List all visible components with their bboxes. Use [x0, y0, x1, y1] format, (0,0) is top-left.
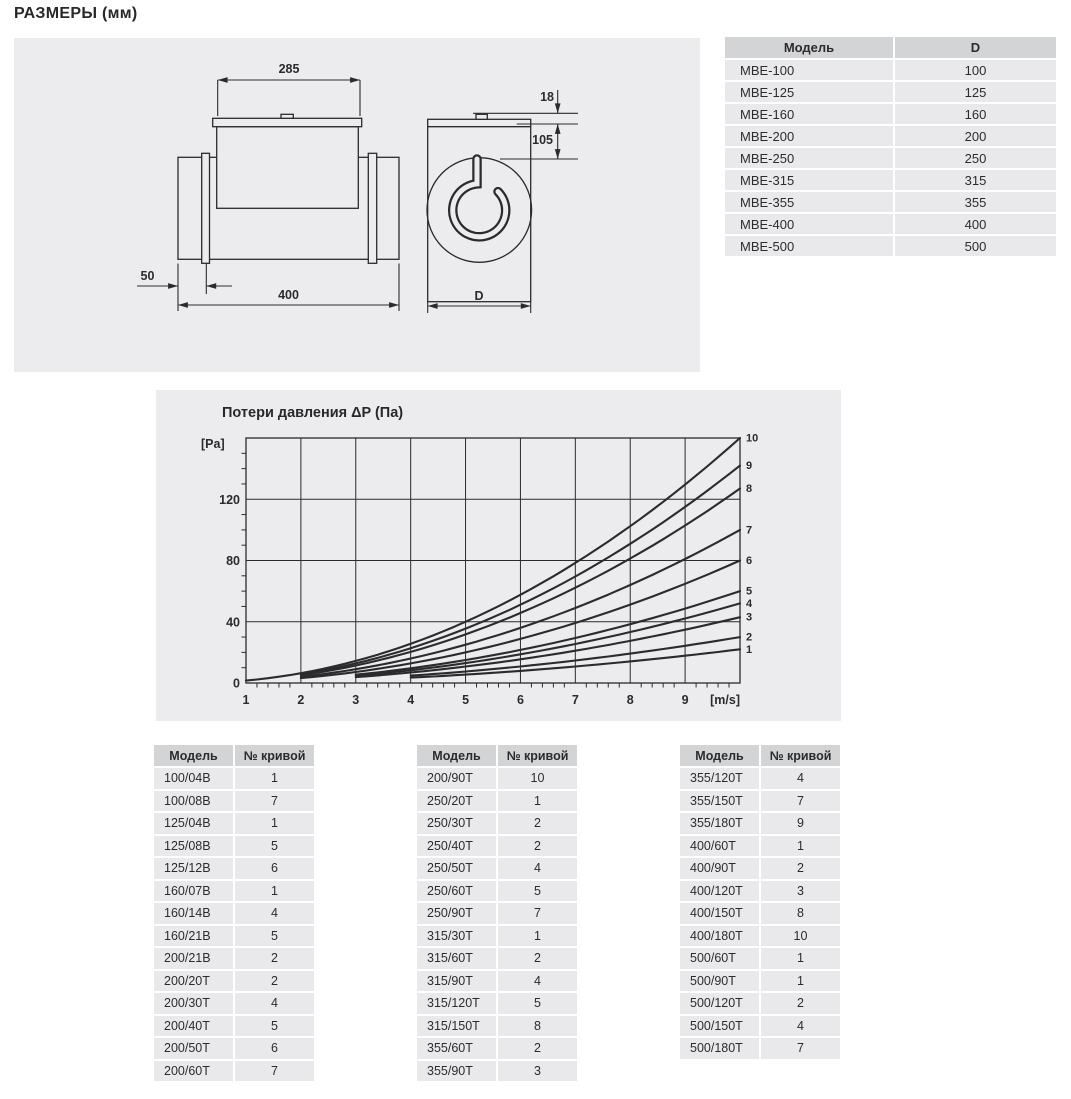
x-tick-label: 8 — [626, 693, 634, 707]
model-cell: 160/21B — [154, 926, 233, 947]
table-row — [680, 948, 840, 969]
model-cell: 355/90T — [417, 1061, 496, 1082]
value-cell: 2 — [761, 858, 840, 879]
value-cell: 8 — [761, 903, 840, 924]
model-cell: MBE-400 — [725, 214, 893, 234]
x-tick-label: 2 — [297, 693, 305, 707]
value-cell: 4 — [235, 903, 314, 924]
table-row — [154, 971, 314, 992]
table-row — [680, 903, 840, 924]
value-cell: 5 — [235, 926, 314, 947]
model-cell: MBE-160 — [725, 104, 893, 124]
curve-table-header-curve: № кривой — [235, 745, 314, 766]
chart-title: Потери давления ΔP (Па) — [222, 405, 404, 421]
table-row — [680, 768, 840, 789]
pressure-chart-panel — [156, 390, 841, 721]
size-table-header-d: D — [895, 37, 1056, 58]
model-cell: 200/20T — [154, 971, 233, 992]
table-row — [417, 881, 577, 902]
curve-table-header-model: Модель — [680, 745, 759, 766]
x-tick-label: 6 — [516, 693, 524, 707]
curve-table-3-body — [680, 768, 840, 1059]
model-cell: 355/60T — [417, 1038, 496, 1059]
model-cell: 250/90T — [417, 903, 496, 924]
dimension-400 — [178, 264, 399, 312]
model-cell: 355/120T — [680, 768, 759, 789]
table-row — [154, 1016, 314, 1037]
x-tick-label: 4 — [407, 693, 415, 707]
value-cell: 1 — [761, 971, 840, 992]
value-cell: 2 — [498, 1038, 577, 1059]
curve-table-header-model: Модель — [417, 745, 496, 766]
size-table-body — [725, 60, 1056, 256]
table-row — [725, 126, 1056, 146]
value-cell: 1 — [761, 836, 840, 857]
value-cell: 7 — [235, 791, 314, 812]
value-cell: 1 — [235, 881, 314, 902]
curve-table-header-row — [417, 745, 577, 766]
table-row — [680, 971, 840, 992]
y-tick-label: 120 — [219, 492, 240, 507]
model-cell: MBE-250 — [725, 148, 893, 168]
model-cell: 500/120T — [680, 993, 759, 1014]
model-cell: 400/120T — [680, 881, 759, 902]
curve-table-header-row — [154, 745, 314, 766]
value-cell: 3 — [761, 881, 840, 902]
curve-label-2: 2 — [746, 631, 753, 644]
table-row — [417, 948, 577, 969]
value-cell: 500 — [895, 236, 1056, 256]
table-row — [417, 1016, 577, 1037]
value-cell: 1 — [761, 948, 840, 969]
model-cell: 250/50T — [417, 858, 496, 879]
value-cell: 4 — [498, 858, 577, 879]
model-cell: 315/30T — [417, 926, 496, 947]
value-cell: 400 — [895, 214, 1056, 234]
table-row — [725, 236, 1056, 256]
duct-flange-right — [368, 153, 376, 263]
value-cell: 125 — [895, 82, 1056, 102]
curve-label-9: 9 — [746, 460, 753, 473]
dimension-285 — [218, 62, 360, 116]
table-row — [154, 926, 314, 947]
model-cell: 500/180T — [680, 1038, 759, 1059]
model-cell: 200/40T — [154, 1016, 233, 1037]
front-casing — [428, 119, 531, 301]
curve-label-5: 5 — [746, 585, 753, 598]
model-cell: 250/40T — [417, 836, 496, 857]
side-view — [178, 114, 399, 263]
value-cell: 100 — [895, 60, 1056, 80]
dim-label-50: 50 — [140, 269, 155, 283]
value-cell: 2 — [761, 993, 840, 1014]
model-cell: 315/60T — [417, 948, 496, 969]
model-cell: 200/50T — [154, 1038, 233, 1059]
y-tick-label: 40 — [226, 615, 240, 630]
value-cell: 7 — [235, 1061, 314, 1082]
front-view — [427, 114, 532, 301]
pressure-loss-chart — [156, 390, 841, 721]
model-cell: MBE-100 — [725, 60, 893, 80]
value-cell: 2 — [498, 948, 577, 969]
terminal-box-lid — [213, 118, 362, 126]
value-cell: 7 — [498, 903, 577, 924]
value-cell: 2 — [235, 971, 314, 992]
curve-label-3: 3 — [746, 611, 753, 624]
curve-table-header-curve: № кривой — [498, 745, 577, 766]
table-row — [154, 813, 314, 834]
model-cell: 125/12B — [154, 858, 233, 879]
x-tick-label: 5 — [462, 693, 470, 707]
value-cell: 4 — [761, 768, 840, 789]
table-row — [417, 993, 577, 1014]
table-row — [154, 881, 314, 902]
curve-label-10: 10 — [746, 432, 759, 445]
value-cell: 6 — [235, 1038, 314, 1059]
curve-table-header-curve: № кривой — [761, 745, 840, 766]
y-tick-label: 0 — [233, 676, 240, 691]
value-cell: 4 — [761, 1016, 840, 1037]
table-row — [417, 791, 577, 812]
table-row — [417, 836, 577, 857]
pressure-curve-4 — [356, 603, 740, 675]
model-cell: 100/08B — [154, 791, 233, 812]
model-cell: MBE-200 — [725, 126, 893, 146]
table-row — [725, 60, 1056, 80]
value-cell: 2 — [498, 836, 577, 857]
value-cell: 200 — [895, 126, 1056, 146]
table-row — [417, 813, 577, 834]
model-cell: 315/120T — [417, 993, 496, 1014]
model-cell: 100/04B — [154, 768, 233, 789]
model-cell: 250/20T — [417, 791, 496, 812]
value-cell: 8 — [498, 1016, 577, 1037]
dimension-105 — [500, 124, 578, 159]
curve-label-4: 4 — [746, 597, 753, 610]
x-tick-label: 1 — [242, 693, 250, 707]
table-row — [154, 791, 314, 812]
table-row — [154, 858, 314, 879]
value-cell: 6 — [235, 858, 314, 879]
front-lid-handle — [476, 114, 487, 119]
dim-label-d: D — [474, 289, 484, 303]
model-cell: 500/60T — [680, 948, 759, 969]
value-cell: 10 — [498, 768, 577, 789]
model-cell: 315/150T — [417, 1016, 496, 1037]
page-title: РАЗМЕРЫ (мм) — [14, 5, 138, 22]
model-cell: 200/30T — [154, 993, 233, 1014]
model-cell: 400/180T — [680, 926, 759, 947]
table-row — [725, 104, 1056, 124]
table-row — [417, 903, 577, 924]
value-cell: 5 — [498, 881, 577, 902]
table-row — [417, 926, 577, 947]
dimension-drawing-panel — [14, 38, 700, 372]
dim-label-105: 105 — [532, 133, 553, 147]
value-cell: 7 — [761, 1038, 840, 1059]
dim-label-400: 400 — [278, 288, 299, 302]
model-cell: 400/90T — [680, 858, 759, 879]
curve-label-6: 6 — [746, 555, 753, 567]
size-table-header-row — [725, 37, 1056, 58]
value-cell: 1 — [235, 768, 314, 789]
model-cell: 355/150T — [680, 791, 759, 812]
table-row — [154, 1038, 314, 1059]
value-cell: 1 — [235, 813, 314, 834]
table-row — [154, 768, 314, 789]
table-row — [417, 1038, 577, 1059]
value-cell: 9 — [761, 813, 840, 834]
model-cell: MBE-500 — [725, 236, 893, 256]
table-row — [154, 993, 314, 1014]
table-row — [680, 858, 840, 879]
model-cell: 160/07B — [154, 881, 233, 902]
table-row — [154, 836, 314, 857]
model-cell: 250/30T — [417, 813, 496, 834]
lid-handle — [281, 114, 293, 118]
size-table — [723, 35, 1058, 258]
table-row — [680, 836, 840, 857]
model-cell: 125/04B — [154, 813, 233, 834]
size-table-header-model: Модель — [725, 37, 893, 58]
table-row — [725, 192, 1056, 212]
dimension-d — [428, 289, 531, 313]
table-row — [154, 903, 314, 924]
x-axis-unit-label: [m/s] — [710, 693, 740, 707]
model-cell: MBE-125 — [725, 82, 893, 102]
curve-table-2 — [415, 743, 579, 1083]
dimension-drawing — [14, 38, 700, 372]
table-row — [725, 170, 1056, 190]
value-cell: 5 — [235, 836, 314, 857]
curve-table-header-row — [680, 745, 840, 766]
curve-label-1: 1 — [746, 643, 753, 656]
value-cell: 1 — [498, 791, 577, 812]
value-cell: 355 — [895, 192, 1056, 212]
model-cell: 355/180T — [680, 813, 759, 834]
y-axis-unit-label: [Pa] — [201, 437, 225, 451]
table-row — [680, 993, 840, 1014]
table-row — [417, 1061, 577, 1082]
model-cell: 200/90T — [417, 768, 496, 789]
curve-label-7: 7 — [746, 524, 753, 537]
model-cell: MBE-315 — [725, 170, 893, 190]
x-tick-label: 7 — [571, 693, 579, 707]
value-cell: 7 — [761, 791, 840, 812]
x-tick-label: 3 — [352, 693, 360, 707]
duct-flange-left — [202, 153, 210, 263]
value-cell: 2 — [498, 813, 577, 834]
table-row — [417, 768, 577, 789]
table-row — [725, 82, 1056, 102]
value-cell: 5 — [235, 1016, 314, 1037]
model-cell: 500/90T — [680, 971, 759, 992]
table-row — [725, 148, 1056, 168]
value-cell: 5 — [498, 993, 577, 1014]
x-tick-label: 9 — [681, 693, 689, 707]
curve-table-1-body — [154, 768, 314, 1081]
value-cell: 3 — [498, 1061, 577, 1082]
curve-table-2-body — [417, 768, 577, 1081]
value-cell: 4 — [498, 971, 577, 992]
dimension-50 — [137, 264, 232, 312]
model-cell: 400/150T — [680, 903, 759, 924]
table-row — [417, 858, 577, 879]
value-cell: 4 — [235, 993, 314, 1014]
model-cell: 250/60T — [417, 881, 496, 902]
table-row — [154, 948, 314, 969]
value-cell: 160 — [895, 104, 1056, 124]
value-cell: 10 — [761, 926, 840, 947]
curve-table-header-model: Модель — [154, 745, 233, 766]
model-cell: 500/150T — [680, 1016, 759, 1037]
table-row — [725, 214, 1056, 234]
table-row — [680, 1016, 840, 1037]
y-tick-label: 80 — [226, 554, 240, 568]
model-cell: 125/08B — [154, 836, 233, 857]
value-cell: 2 — [235, 948, 314, 969]
dim-label-18: 18 — [540, 90, 554, 104]
table-row — [680, 813, 840, 834]
value-cell: 315 — [895, 170, 1056, 190]
table-row — [417, 971, 577, 992]
model-cell: 200/60T — [154, 1061, 233, 1082]
value-cell: 1 — [498, 926, 577, 947]
value-cell: 250 — [895, 148, 1056, 168]
terminal-box — [217, 127, 359, 209]
curve-table-1 — [152, 743, 316, 1083]
table-row — [680, 926, 840, 947]
model-cell: 160/14B — [154, 903, 233, 924]
model-cell: 400/60T — [680, 836, 759, 857]
model-cell: MBE-355 — [725, 192, 893, 212]
dim-label-285: 285 — [278, 62, 300, 76]
table-row — [680, 881, 840, 902]
curve-table-3 — [678, 743, 842, 1061]
model-cell: 315/90T — [417, 971, 496, 992]
model-cell: 200/21B — [154, 948, 233, 969]
curve-label-8: 8 — [746, 483, 753, 496]
pressure-curve-10 — [246, 438, 740, 681]
table-row — [680, 791, 840, 812]
table-row — [680, 1038, 840, 1059]
table-row — [154, 1061, 314, 1082]
